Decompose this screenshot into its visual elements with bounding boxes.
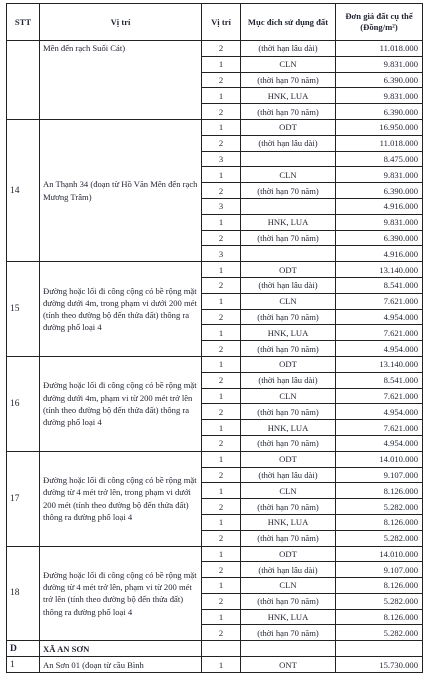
row-price: 14.010.000 xyxy=(336,546,423,562)
row-price: 7.621.000 xyxy=(336,420,423,436)
row-position: 2 xyxy=(202,135,241,151)
section-title: XÃ AN SƠN xyxy=(40,641,202,657)
row-price: 8.126.000 xyxy=(336,578,423,594)
row-location: Đường hoặc lối đi công cộng có bề rộng mặt đường từ 4 mét trở lên, trong phạm vi dưới 200 mét (tính theo đường bộ đến thửa đất) thông ra đường phố loại 4 xyxy=(40,451,202,546)
table-row xyxy=(7,546,423,562)
row-stt: 16 xyxy=(7,356,40,451)
row-position: 2 xyxy=(202,435,241,451)
row-purpose: ODT xyxy=(241,546,336,562)
row-stt: 18 xyxy=(7,546,40,641)
row-purpose: (thời hạn 70 năm) xyxy=(241,309,336,325)
row-position: 3 xyxy=(202,198,241,214)
section-empty-purpose xyxy=(241,641,336,657)
section-empty-price xyxy=(336,641,423,657)
row-position: 1 xyxy=(202,293,241,309)
row-position: 2 xyxy=(202,372,241,388)
row-position: 2 xyxy=(202,530,241,546)
row-position: 1 xyxy=(202,325,241,341)
row-price: 4.954.000 xyxy=(336,435,423,451)
row-purpose: (thời hạn 70 năm) xyxy=(241,104,336,120)
row-purpose: (thời hạn 70 năm) xyxy=(241,625,336,641)
row-purpose: (thời hạn 70 năm) xyxy=(241,435,336,451)
land-price-table xyxy=(6,3,423,673)
header-price: Đơn giá đất cụ thể (Đồng/m²) xyxy=(336,4,423,41)
row-position: 1 xyxy=(202,483,241,499)
row-price: 9.831.000 xyxy=(336,167,423,183)
row-position: 1 xyxy=(202,451,241,467)
row-purpose: (thời hạn 70 năm) xyxy=(241,230,336,246)
row-price: 7.621.000 xyxy=(336,325,423,341)
row-position: 1 xyxy=(202,356,241,372)
row-position: 1 xyxy=(202,546,241,562)
table-row xyxy=(7,657,423,673)
row-purpose: (thời hạn 70 năm) xyxy=(241,530,336,546)
row-purpose: (thời hạn lâu dài) xyxy=(241,277,336,293)
row-position: 1 xyxy=(202,609,241,625)
row-price: 4.916.000 xyxy=(336,246,423,262)
section-letter: D xyxy=(7,641,40,657)
row-price: 8.126.000 xyxy=(336,609,423,625)
row-location: Mên đến rạch Suối Cát) xyxy=(40,41,202,120)
row-purpose: (thời hạn 70 năm) xyxy=(241,404,336,420)
row-position: 1 xyxy=(202,56,241,72)
row-purpose: HNK, LUA xyxy=(241,214,336,230)
row-price: 9.831.000 xyxy=(336,88,423,104)
row-purpose: HNK, LUA xyxy=(241,420,336,436)
row-price: 8.541.000 xyxy=(336,277,423,293)
row-position: 1 xyxy=(202,88,241,104)
row-purpose: CLN xyxy=(241,578,336,594)
row-price: 13.140.000 xyxy=(336,262,423,278)
row-location: An Thạnh 34 (đoạn từ Hồ Văn Mên đến rạch Mương Trâm) xyxy=(40,119,202,261)
row-position: 1 xyxy=(202,657,241,673)
header-purpose: Mục đích sử dụng đất xyxy=(241,4,336,41)
row-price: 6.390.000 xyxy=(336,183,423,199)
row-purpose: CLN xyxy=(241,167,336,183)
row-price: 7.621.000 xyxy=(336,388,423,404)
row-purpose: (thời hạn lâu dài) xyxy=(241,135,336,151)
row-position: 1 xyxy=(202,167,241,183)
row-price: 8.541.000 xyxy=(336,372,423,388)
row-purpose xyxy=(241,151,336,167)
header-position: Vị trí xyxy=(202,4,241,41)
row-purpose: (thời hạn 70 năm) xyxy=(241,499,336,515)
row-price: 16.950.000 xyxy=(336,119,423,135)
row-position: 2 xyxy=(202,183,241,199)
row-purpose: CLN xyxy=(241,293,336,309)
row-position: 1 xyxy=(202,262,241,278)
row-purpose: HNK, LUA xyxy=(241,514,336,530)
row-position: 2 xyxy=(202,499,241,515)
row-price: 6.390.000 xyxy=(336,72,423,88)
row-price: 7.621.000 xyxy=(336,293,423,309)
row-price: 8.126.000 xyxy=(336,514,423,530)
row-price: 13.140.000 xyxy=(336,356,423,372)
row-purpose: HNK, LUA xyxy=(241,325,336,341)
row-position: 3 xyxy=(202,246,241,262)
row-purpose: CLN xyxy=(241,388,336,404)
table-row xyxy=(7,262,423,278)
row-price: 9.831.000 xyxy=(336,56,423,72)
row-purpose: HNK, LUA xyxy=(241,609,336,625)
document-page xyxy=(6,3,423,673)
section-empty-position xyxy=(202,641,241,657)
row-price: 9.107.000 xyxy=(336,562,423,578)
row-purpose xyxy=(241,198,336,214)
section-row xyxy=(7,641,423,657)
row-stt: 17 xyxy=(7,451,40,546)
row-price: 8.126.000 xyxy=(336,483,423,499)
table-row xyxy=(7,41,423,57)
row-stt: 14 xyxy=(7,119,40,261)
row-position: 2 xyxy=(202,404,241,420)
row-position: 3 xyxy=(202,151,241,167)
row-price: 5.282.000 xyxy=(336,625,423,641)
row-position: 2 xyxy=(202,562,241,578)
row-position: 2 xyxy=(202,625,241,641)
row-purpose: ONT xyxy=(241,657,336,673)
row-purpose: (thời hạn lâu dài) xyxy=(241,562,336,578)
row-price: 9.107.000 xyxy=(336,467,423,483)
row-purpose: CLN xyxy=(241,56,336,72)
row-purpose xyxy=(241,246,336,262)
row-purpose: (thời hạn lâu dài) xyxy=(241,372,336,388)
row-position: 1 xyxy=(202,578,241,594)
table-row xyxy=(7,119,423,135)
row-position: 2 xyxy=(202,277,241,293)
row-price: 11.018.000 xyxy=(336,135,423,151)
row-position: 2 xyxy=(202,467,241,483)
row-purpose: ODT xyxy=(241,356,336,372)
row-purpose: (thời hạn lâu dài) xyxy=(241,467,336,483)
row-location: Đường hoặc lối đi công cộng có bề rộng mặt đường dưới 4m, phạm vi từ 200 mét trở lên (tính theo đường bộ đến thửa đất) thông ra đường phố loại 4 xyxy=(40,356,202,451)
row-price: 4.954.000 xyxy=(336,309,423,325)
table-row xyxy=(7,356,423,372)
row-price: 8.475.000 xyxy=(336,151,423,167)
header-row xyxy=(7,4,423,41)
row-price: 4.954.000 xyxy=(336,341,423,357)
header-stt: STT xyxy=(7,4,40,41)
row-position: 2 xyxy=(202,593,241,609)
row-price: 5.282.000 xyxy=(336,593,423,609)
row-price: 14.010.000 xyxy=(336,451,423,467)
row-position: 2 xyxy=(202,309,241,325)
row-price: 4.916.000 xyxy=(336,198,423,214)
row-price: 6.390.000 xyxy=(336,104,423,120)
row-purpose: (thời hạn lâu dài) xyxy=(241,41,336,57)
row-purpose: (thời hạn 70 năm) xyxy=(241,341,336,357)
row-position: 1 xyxy=(202,420,241,436)
row-price: 11.018.000 xyxy=(336,41,423,57)
header-location: Vị trí xyxy=(40,4,202,41)
row-purpose: (thời hạn 70 năm) xyxy=(241,183,336,199)
row-price: 5.282.000 xyxy=(336,499,423,515)
row-purpose: HNK, LUA xyxy=(241,88,336,104)
row-position: 1 xyxy=(202,514,241,530)
row-stt xyxy=(7,41,40,120)
row-position: 2 xyxy=(202,41,241,57)
row-price: 6.390.000 xyxy=(336,230,423,246)
row-price: 4.954.000 xyxy=(336,404,423,420)
row-position: 2 xyxy=(202,230,241,246)
row-location: An Sơn 01 (đoạn từ cầu Bình xyxy=(40,657,202,673)
table-row xyxy=(7,451,423,467)
row-position: 1 xyxy=(202,119,241,135)
row-price: 15.730.000 xyxy=(336,657,423,673)
row-price: 9.831.000 xyxy=(336,214,423,230)
row-purpose: (thời hạn 70 năm) xyxy=(241,72,336,88)
row-stt: 15 xyxy=(7,262,40,357)
row-position: 2 xyxy=(202,341,241,357)
row-purpose: ODT xyxy=(241,119,336,135)
row-position: 1 xyxy=(202,388,241,404)
row-position: 2 xyxy=(202,104,241,120)
row-purpose: (thời hạn 70 năm) xyxy=(241,593,336,609)
row-position: 1 xyxy=(202,214,241,230)
row-location: Đường hoặc lối đi công cộng có bề rộng mặt đường từ 4 mét trở lên, phạm vi từ 200 mét trở lên (tính theo đường bộ đến thửa đất) thông ra đường phố loại 4 xyxy=(40,546,202,641)
row-purpose: ODT xyxy=(241,451,336,467)
row-purpose: ODT xyxy=(241,262,336,278)
row-purpose: CLN xyxy=(241,483,336,499)
row-position: 2 xyxy=(202,72,241,88)
row-stt: 1 xyxy=(7,657,40,673)
row-location: Đường hoặc lối đi công cộng có bề rộng mặt đường dưới 4m, trong phạm vi dưới 200 mét (tính theo đường bộ đến thửa đất) thông ra đường phố loại 4 xyxy=(40,262,202,357)
row-price: 5.282.000 xyxy=(336,530,423,546)
